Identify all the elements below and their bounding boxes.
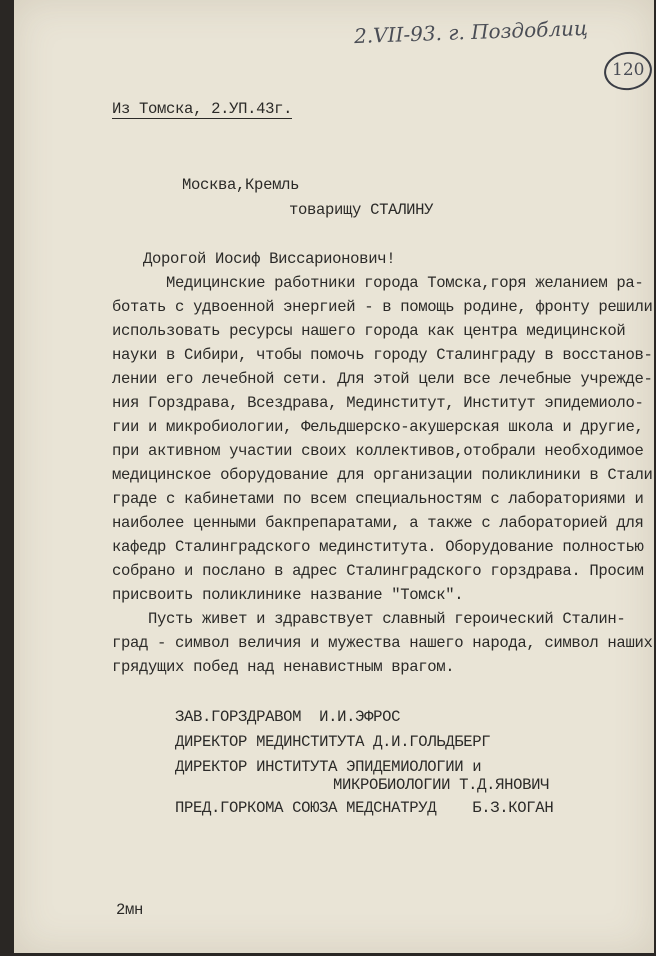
body-line: град - символ величия и мужества нашего народа, символ наших — [112, 634, 653, 652]
body-line: науки в Сибири, чтобы помочь городу Сталинграду в восстанов- — [112, 346, 653, 364]
body-line: присвоить поликлинике название "Томск". — [112, 586, 464, 604]
signature-line: ПРЕД.ГОРКОМА СОЮЗА МЕДСНАТРУД Б.З.КОГАН — [175, 799, 554, 817]
signature-line: МИКРОБИОЛОГИИ Т.Д.ЯНОВИЧ — [333, 776, 550, 794]
archive-page-number: 120 — [612, 60, 645, 80]
address-line-1: Москва,Кремль — [182, 176, 300, 194]
salutation: Дорогой Иосиф Виссарионович! — [143, 250, 396, 268]
body-line: Медицинские работники города Томска,горя желанием ра- — [166, 274, 644, 292]
body-line: при активном участии своих коллективов,отобрали необходимое — [112, 442, 644, 460]
body-line: гии и микробиологии, Фельдшерско-акушерская школа и другие, — [112, 418, 644, 436]
footer-note: 2мн — [116, 901, 144, 919]
body-line: кафедр Сталинградского мединститута. Оборудование полностью — [112, 538, 644, 556]
body-line: медицинское оборудование для организации поликлиники в Стали — [112, 466, 653, 484]
body-line: грядущих побед над ненавистным врагом. — [112, 658, 455, 676]
body-line: использовать ресурсы нашего города как центра медицинской — [112, 322, 626, 340]
signature-line: ДИРЕКТОР МЕДИНСТИТУТА Д.И.ГОЛЬДБЕРГ — [175, 733, 491, 751]
body-line: граде с кабинетами по всем специальностям с лабораториями и — [112, 490, 644, 508]
body-line: ботать с удвоенной энергией - в помощь родине, фронту решили — [112, 298, 653, 316]
signature-line: ДИРЕКТОР ИНСТИТУТА ЭПИДЕМИОЛОГИИ и — [175, 758, 482, 776]
signature-line: ЗАВ.ГОРЗДРАВОМ И.И.ЭФРОС — [175, 708, 401, 726]
body-line: собрано и послано в адрес Сталинградского горздрава. Просим — [112, 562, 644, 580]
body-line: наиболее ценными бакпрепаратами, а также с лабораторией для — [112, 514, 644, 532]
handwritten-date-annotation: 2.VII-93. г. Поздоблиц — [353, 15, 589, 49]
address-line-2: товарищу СТАЛИНУ — [289, 201, 434, 219]
body-line: Пусть живет и здравствует славный героический Сталин- — [148, 610, 626, 628]
letter-origin: Из Томска, 2.УП.43г. — [112, 100, 293, 118]
body-line: лении его лечебной сети. Для этой цели все лечебные учрежде- — [112, 370, 653, 388]
body-line: ния Горздрава, Всездрава, Мединститут, Институт эпидемиоло- — [112, 394, 644, 412]
document-page — [14, 0, 654, 953]
